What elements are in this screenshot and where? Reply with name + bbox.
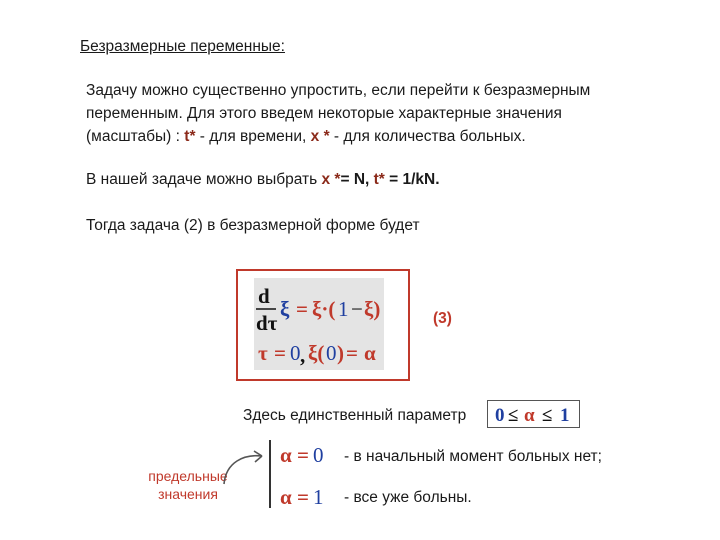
transition-paragraph: Тогда задача (2) в безразмерной форме будет [86,217,420,234]
eq-xi-rhs: ξ·( [312,297,336,321]
range-alpha: α [524,405,535,426]
eq-zero-arg: 0 [326,341,337,365]
eq-tau: τ [258,341,268,365]
eq-equals-2: = [274,341,286,365]
x-star-symbol: x * [310,128,330,145]
choice-t-star: t* [373,171,385,188]
case2-value: 1 [313,485,324,509]
equation-block [254,278,384,370]
equation-frame [236,269,410,381]
range-zero: 0 [495,405,505,426]
range-le-2: ≤ [542,405,553,426]
case2-alpha-symbol: α [280,485,292,509]
range-one: 1 [560,405,570,426]
case1-formula [275,442,341,468]
parameter-range [488,401,579,427]
intro-line-3-c: - для количества больных. [329,128,526,145]
eq-minus: − [351,297,363,321]
choice-text-c: = 1/kN. [384,171,440,188]
choice-paragraph [86,168,440,191]
intro-paragraph [86,79,686,148]
eq-comma: , [300,343,306,367]
case1-alpha-symbol: α [280,443,292,467]
eq-dtau: dτ [256,311,278,335]
eq-xi-tail: ξ) [364,297,381,321]
intro-line-2: переменным. Для этого введем некоторые характерные значения [86,105,562,122]
limits-label-line-1: предельные [148,468,228,484]
choice-text-b: = N, [340,171,374,188]
intro-line-1: Задачу можно существенно упростить, если перейти к безразмерным [86,82,591,99]
case1-equals: = [297,443,309,467]
choice-x-star: x * [321,171,341,188]
eq-one: 1 [338,297,349,321]
eq-xi-initial: ξ( [308,341,325,365]
case2-description: - все уже больны. [344,489,472,506]
eq-zero: 0 [290,341,301,365]
case1-description: - в начальный момент больных нет; [344,448,602,465]
eq-alpha: α [364,341,376,365]
eq-d: d [258,284,270,308]
equation-system [254,278,384,370]
case2-formula [275,484,341,510]
choice-text-a: В нашей задаче можно выбрать [86,171,322,188]
intro-line-3 [86,125,686,148]
intro-line-3-a: (масштабы) : [86,128,185,145]
intro-line-3-b: - для времени, [195,128,311,145]
eq-equals-3: = [346,341,358,365]
range-le-1: ≤ [508,405,519,426]
limits-arrow [218,440,274,490]
limits-label-line-2: значения [158,486,218,502]
t-star-symbol: t* [184,128,196,145]
section-heading: Безразмерные переменные: [80,38,285,55]
parameter-label: Здесь единственный параметр [243,407,467,424]
eq-close-paren: ) [337,341,344,365]
case1-value: 0 [313,443,324,467]
case2-equals: = [297,485,309,509]
eq-equals-1: = [296,297,308,321]
parameter-range-box [487,400,580,428]
eq-xi-lhs: ξ [280,297,290,321]
equation-number: (3) [433,310,452,327]
